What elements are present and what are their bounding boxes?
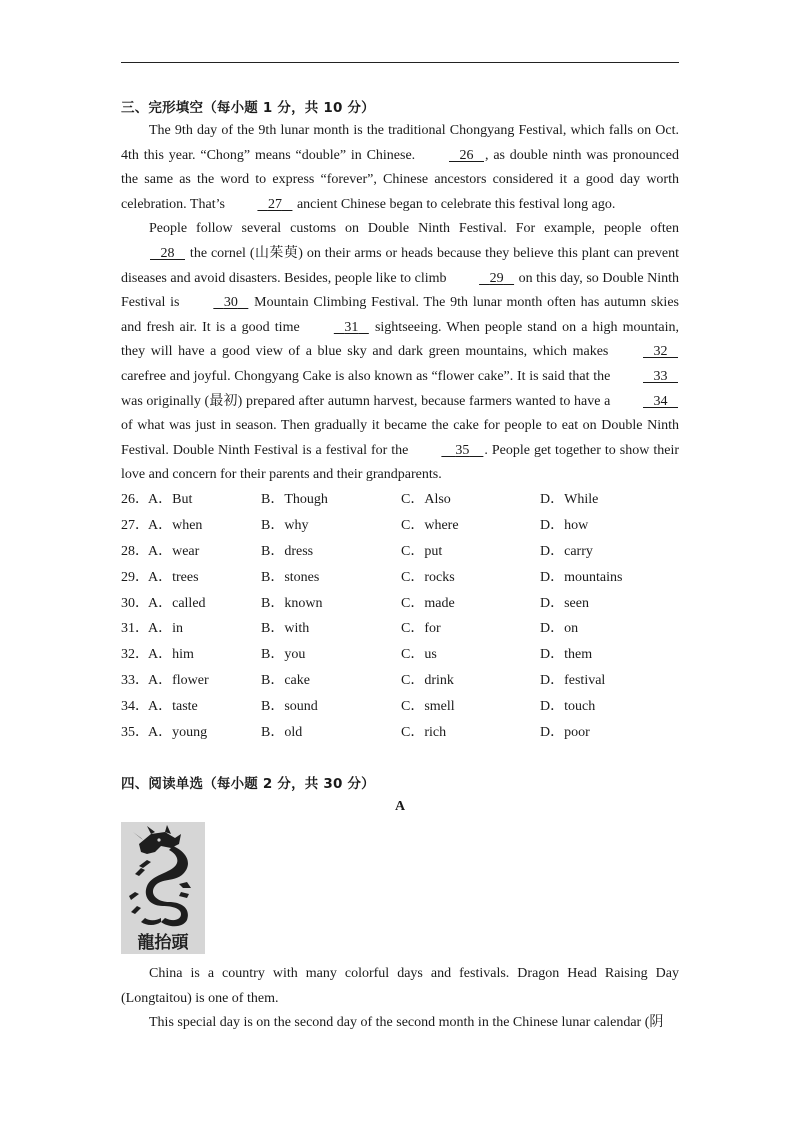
- dragon-image: [121, 822, 205, 954]
- text-run: , as double ninth was pronounced the same as the word to express “forever”, Chinese ancestors considered it a good day worth celebration. That’s: [121, 147, 679, 212]
- option-b: B．dress: [261, 543, 314, 559]
- option-d: D．While: [540, 492, 599, 507]
- text-run: . People get together to show their love and concern for their parents and their grandparents.: [121, 442, 679, 483]
- option-c: C．smell: [401, 699, 455, 715]
- option-b: B．with: [261, 621, 310, 637]
- blank-26: 26: [459, 147, 474, 163]
- answer-options: [121, 488, 681, 747]
- reading-passage-a: [121, 962, 679, 1036]
- option-d: D．touch: [540, 699, 596, 715]
- text-run: of what was just in season. Then gradually it became the cake for people to eat on Double Ninth Festival. Double Ninth Festival is a festival for the: [121, 418, 679, 458]
- blank-35: 35: [455, 442, 470, 458]
- option-c: C．where: [401, 517, 459, 533]
- option-a: A．in: [148, 621, 183, 637]
- option-d: D．them: [540, 647, 593, 663]
- option-b: B．known: [261, 595, 323, 611]
- text-run: on this day, so Double Ninth Festival is: [121, 270, 679, 311]
- question-number: 26．: [121, 492, 149, 507]
- passage-label: A: [394, 799, 406, 814]
- reading-paragraph-2: This special day is on the second day of the second month in the Chinese lunar calendar (阴: [149, 1015, 664, 1031]
- option-c: C．Also: [401, 492, 451, 507]
- blank-31: 31: [344, 319, 359, 335]
- option-a: A．when: [148, 517, 203, 533]
- dragon-icon: [121, 822, 205, 954]
- option-d: D．mountains: [540, 569, 623, 585]
- option-c: C．rich: [401, 725, 447, 741]
- header-rule: [121, 62, 679, 63]
- text-run: The 9th day of the 9th lunar month is the traditional Chongyang Festival, which falls on Oct. 4th this year. “Chong” means “double” in Chinese.: [121, 123, 679, 163]
- question-number: 30．: [121, 595, 149, 611]
- blank-34: 34: [653, 393, 668, 409]
- cloze-passage: [121, 119, 679, 488]
- question-number: 33．: [121, 673, 149, 689]
- question-row: [121, 617, 681, 643]
- option-d: D．seen: [540, 595, 589, 611]
- option-c: C．put: [401, 543, 443, 559]
- option-b: B．you: [261, 647, 306, 663]
- text-run: the cornel (山茱萸) on their arms or heads because they believe this plant can prevent diseases and avoid disasters. Besides, people like to climb: [121, 245, 679, 286]
- text-run: ancient Chinese began to celebrate this festival long ago.: [293, 196, 616, 212]
- blank-32: 32: [653, 344, 668, 360]
- section-3-title: 三、完形填空（每小题 1 分，共 10 分）: [121, 100, 375, 116]
- option-a: A．wear: [148, 543, 200, 559]
- question-row: [121, 695, 681, 721]
- option-d: D．how: [540, 517, 589, 533]
- option-b: B．stones: [261, 569, 320, 585]
- option-d: D．poor: [540, 725, 590, 741]
- option-b: B．Though: [261, 492, 328, 507]
- option-c: C．us: [401, 647, 437, 663]
- cloze-paragraph-1: [121, 119, 679, 217]
- option-d: D．carry: [540, 543, 593, 559]
- question-row: [121, 643, 681, 669]
- question-number: 28．: [121, 543, 149, 559]
- option-d: D．on: [540, 621, 579, 637]
- text-run: sightseeing. When people stand on a high mountain, they will have a good view of a blue sky and dark green mountains, which makes: [121, 319, 679, 360]
- option-a: A．called: [148, 595, 206, 611]
- question-number: 29．: [121, 569, 149, 585]
- text-run: People follow several customs on Double Ninth Festival. For example, people often: [149, 221, 679, 237]
- question-number: 31．: [121, 621, 149, 637]
- option-c: C．rocks: [401, 569, 455, 585]
- blank-30: 30: [223, 295, 238, 311]
- question-row: [121, 592, 681, 618]
- question-number: 27．: [121, 517, 149, 533]
- option-a: A．taste: [148, 699, 198, 715]
- question-row: [121, 514, 681, 540]
- blank-28: 28: [160, 245, 175, 261]
- question-number: 34．: [121, 699, 149, 715]
- question-number: 35．: [121, 725, 149, 741]
- section-4-title: 四、阅读单选（每小题 2 分，共 30 分）: [121, 776, 375, 792]
- text-run: Mountain Climbing Festival. The 9th lunar month often has autumn skies and fresh air. It is a good time: [121, 295, 679, 335]
- blank-29: 29: [489, 270, 504, 286]
- image-caption: 龍抬頭: [137, 933, 189, 953]
- option-a: A．him: [148, 647, 194, 663]
- question-row: [121, 721, 681, 747]
- text-run: carefree and joyful. Chongyang Cake is also known as “flower cake”. It is said that the: [121, 368, 614, 384]
- question-row: [121, 566, 681, 592]
- option-a: A．But: [148, 492, 193, 507]
- question-row: [121, 669, 681, 695]
- option-c: C．drink: [401, 673, 454, 689]
- option-c: C．made: [401, 595, 455, 611]
- blank-33: 33: [653, 368, 668, 384]
- blank-27: 27: [267, 196, 282, 212]
- question-row: [121, 540, 681, 566]
- option-b: B．old: [261, 725, 303, 741]
- text-run: was originally (最初) prepared after autumn harvest, because farmers wanted to have a: [121, 393, 614, 409]
- question-row: [121, 488, 681, 514]
- option-a: A．flower: [148, 673, 209, 689]
- option-b: B．cake: [261, 673, 310, 689]
- cloze-paragraph-2: [121, 217, 679, 488]
- option-a: A．trees: [148, 569, 199, 585]
- option-a: A．young: [148, 725, 208, 741]
- option-d: D．festival: [540, 673, 606, 689]
- option-b: B．sound: [261, 699, 318, 715]
- reading-paragraph-1: China is a country with many colorful days and festivals. Dragon Head Raising Day (Longtaitou) is one of them.: [121, 966, 679, 1006]
- option-b: B．why: [261, 517, 309, 533]
- option-c: C．for: [401, 621, 441, 637]
- question-number: 32．: [121, 647, 149, 663]
